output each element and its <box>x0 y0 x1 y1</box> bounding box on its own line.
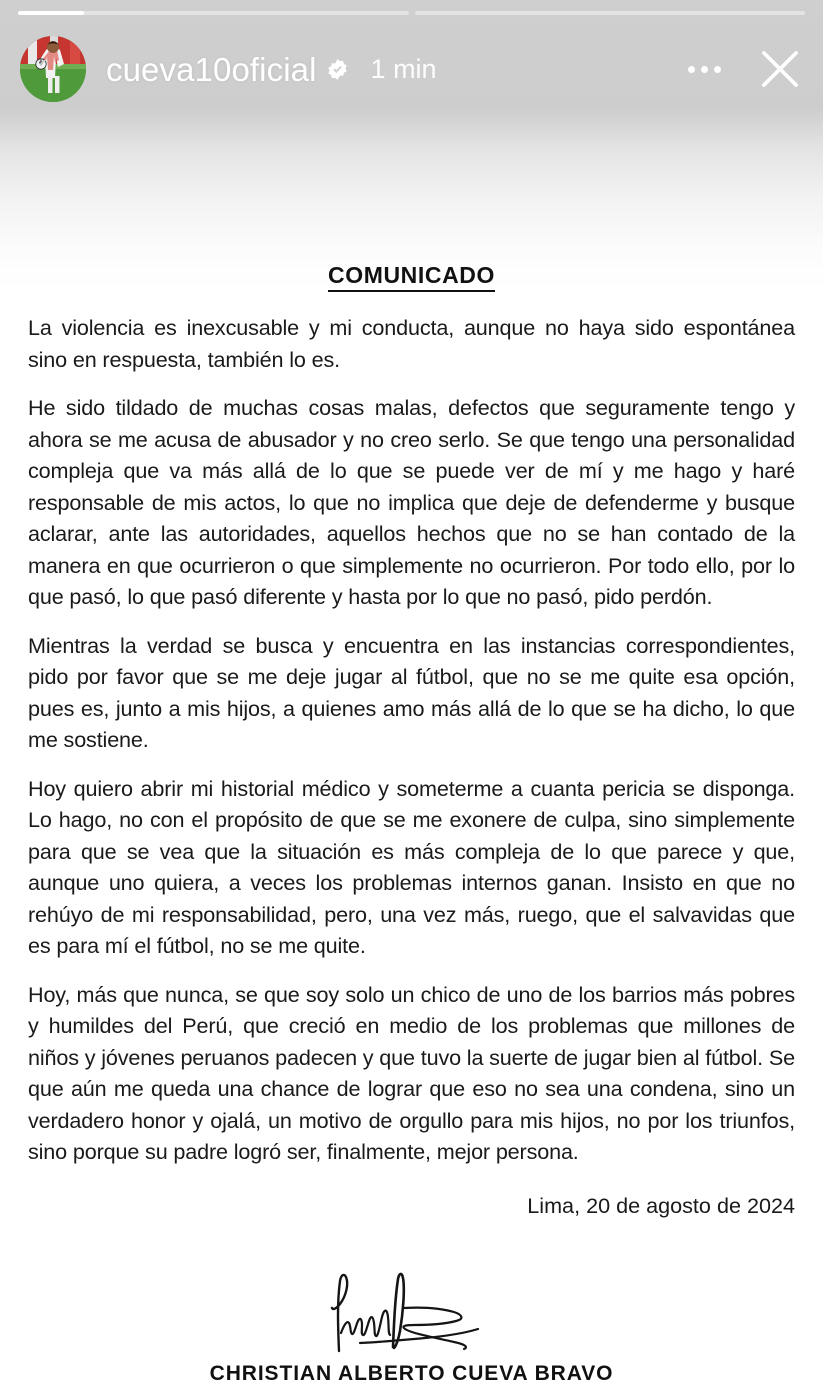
statement-document <box>0 262 823 1386</box>
document-paragraph: La violencia es inexcusable y mi conducta, aunque no haya sido espontánea sino en respuesta, también lo es. <box>28 315 795 372</box>
document-paragraph: Hoy quiero abrir mi historial médico y someterme a cuanta pericia se disponga. Lo hago, no con el propósito de que se me exonere de culpa, sino simplemente para que se vea que la situación es más compleja de lo que parece y que, aunque uno quiera, a veces los problemas internos ganan. Insisto en que no rehúyo de mi responsabilidad, pero, una vez más, ruego, que el salvavidas que es para mí el fútbol, no se me quite. <box>28 775 795 958</box>
ellipsis-dot <box>688 66 695 73</box>
document-date-line: Lima, 20 de agosto de 2024 <box>527 1192 795 1218</box>
story-progress-segment-2[interactable] <box>415 11 806 15</box>
ellipsis-dot <box>701 66 708 73</box>
story-progress-fill <box>18 11 84 15</box>
verified-badge-icon <box>326 58 349 81</box>
handwritten-signature <box>297 1263 527 1358</box>
signature-block <box>28 1263 795 1386</box>
story-header <box>0 32 823 106</box>
document-paragraph: He sido tildado de muchas cosas malas, defectos que seguramente tengo y ahora se me acusa de abusador y no creo serlo. Se que tengo una personalidad compleja que va más allá de lo que se puede ver de mí y me hago y haré responsable de mis actos, lo que no implica que deje de defenderme y busque aclarar, ante las autoridades, aquellos hechos que no se han contado de la manera en que ocurrieron o que simplemente no ocurrieron. Por todo ello, por lo que pasó, lo que pasó diferente y hasta por lo que no pasó, pido perdón. <box>28 395 795 609</box>
document-paragraph: Mientras la verdad se busca y encuentra en las instancias correspondientes, pido por favor que se me deje jugar al fútbol, que no se me quite esa opción, pues es, junto a mis hijos, a quienes amo más allá de lo que se ha dicho, lo que me sostiene. <box>28 632 795 752</box>
avatar[interactable] <box>20 36 86 102</box>
close-x-icon[interactable] <box>755 44 805 94</box>
ellipsis-icon[interactable] <box>681 46 727 92</box>
avatar-image <box>20 36 86 102</box>
document-title-text: COMUNICADO <box>328 262 495 292</box>
document-title <box>28 262 795 289</box>
username-label[interactable]: cueva10oficial <box>106 50 317 88</box>
story-timestamp: 1 min <box>370 53 437 84</box>
ellipsis-dot <box>714 66 721 73</box>
signature-name-label: CHRISTIAN ALBERTO CUEVA BRAVO <box>209 1361 614 1385</box>
story-progress-segment-1[interactable] <box>18 11 409 15</box>
story-progress-bar <box>18 11 805 15</box>
document-paragraph: Hoy, más que nunca, se que soy solo un chico de uno de los barrios más pobres y humildes del Perú, que creció en medio de los problemas que millones de niños y jóvenes peruanos padecen y que tuvo la suerte de jugar bien al fútbol. Se que aún me queda una chance de lograr que eso no sea una condena, sino un verdadero honor y ojalá, un motivo de orgullo para mis hijos, no por los triunfos, sino porque su padre logró ser, finalmente, mejor persona. <box>28 981 795 1164</box>
